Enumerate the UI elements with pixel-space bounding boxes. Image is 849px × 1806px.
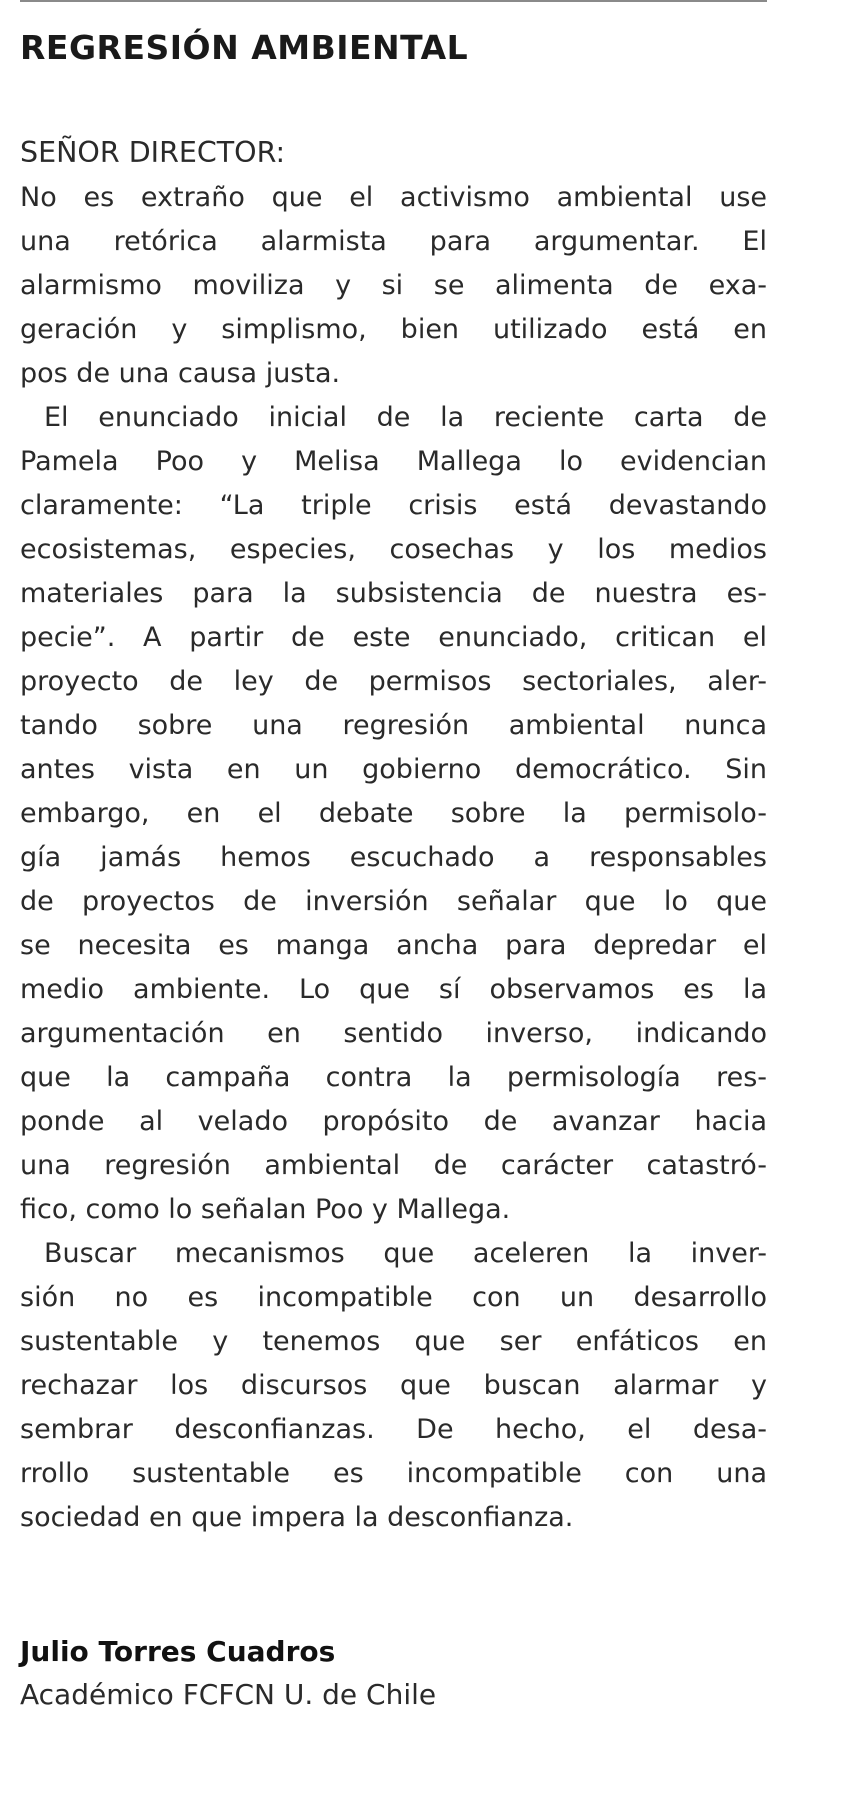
text-line: claramente: “La triple crisis está devastando [20, 490, 767, 521]
text-line: proyecto de ley de permisos sectoriales, aler- [20, 666, 767, 697]
text-line: antes vista en un gobierno democrático. Sin [20, 754, 767, 785]
text-line: sustentable y tenemos que ser enfáticos en [20, 1326, 767, 1357]
text-line: tando sobre una regresión ambiental nunca [20, 710, 767, 741]
text-line: argumentación en sentido inverso, indicando [20, 1018, 767, 1049]
text-line: una retórica alarmista para argumentar. El [20, 226, 767, 257]
text-line: No es extraño que el activismo ambiental use [20, 182, 767, 213]
text-line: gía jamás hemos escuchado a responsables [20, 842, 767, 873]
text-line: El enunciado inicial de la reciente carta de [44, 402, 767, 433]
text-line: de proyectos de inversión señalar que lo que [20, 886, 767, 917]
text-line: sión no es incompatible con un desarrollo [20, 1282, 767, 1313]
paragraph-3 [20, 1232, 767, 1540]
salutation: SEÑOR DIRECTOR: [20, 136, 286, 169]
text-line: que la campaña contra la permisología res- [20, 1062, 767, 1093]
text-line: una regresión ambiental de carácter catastró- [20, 1150, 767, 1181]
text-line: ponde al velado propósito de avanzar hacia [20, 1106, 767, 1137]
top-divider [20, 0, 767, 2]
text-line: geración y simplismo, bien utilizado está en [20, 314, 767, 345]
author-affiliation: Académico FCFCN U. de Chile [20, 1678, 437, 1711]
text-line: se necesita es manga ancha para depredar el [20, 930, 767, 961]
paragraph-2 [20, 396, 767, 1232]
text-line: pos de una causa justa. [20, 358, 341, 389]
text-line: sociedad en que impera la desconfianza. [20, 1502, 574, 1533]
text-line: rechazar los discursos que buscan alarmar y [20, 1370, 767, 1401]
text-line: materiales para la subsistencia de nuestra es- [20, 578, 767, 609]
text-line: alarmismo moviliza y si se alimenta de exa- [20, 270, 767, 301]
letter-body [20, 176, 767, 1540]
text-line: medio ambiente. Lo que sí observamos es la [20, 974, 767, 1005]
paragraph-1 [20, 176, 767, 396]
text-line: ecosistemas, especies, cosechas y los medios [20, 534, 767, 565]
text-line: fico, como lo señalan Poo y Mallega. [20, 1194, 511, 1225]
text-line: sembrar desconfianzas. De hecho, el desa- [20, 1414, 767, 1445]
text-line: embargo, en el debate sobre la permisolo- [20, 798, 767, 829]
article-title: REGRESIÓN AMBIENTAL [20, 28, 469, 67]
text-line: Buscar mecanismos que aceleren la inver- [44, 1238, 767, 1269]
text-line: rrollo sustentable es incompatible con una [20, 1458, 767, 1489]
author-name: Julio Torres Cuadros [20, 1635, 336, 1668]
text-line: pecie”. A partir de este enunciado, critican el [20, 622, 767, 653]
text-line: Pamela Poo y Melisa Mallega lo evidencian [20, 446, 767, 477]
